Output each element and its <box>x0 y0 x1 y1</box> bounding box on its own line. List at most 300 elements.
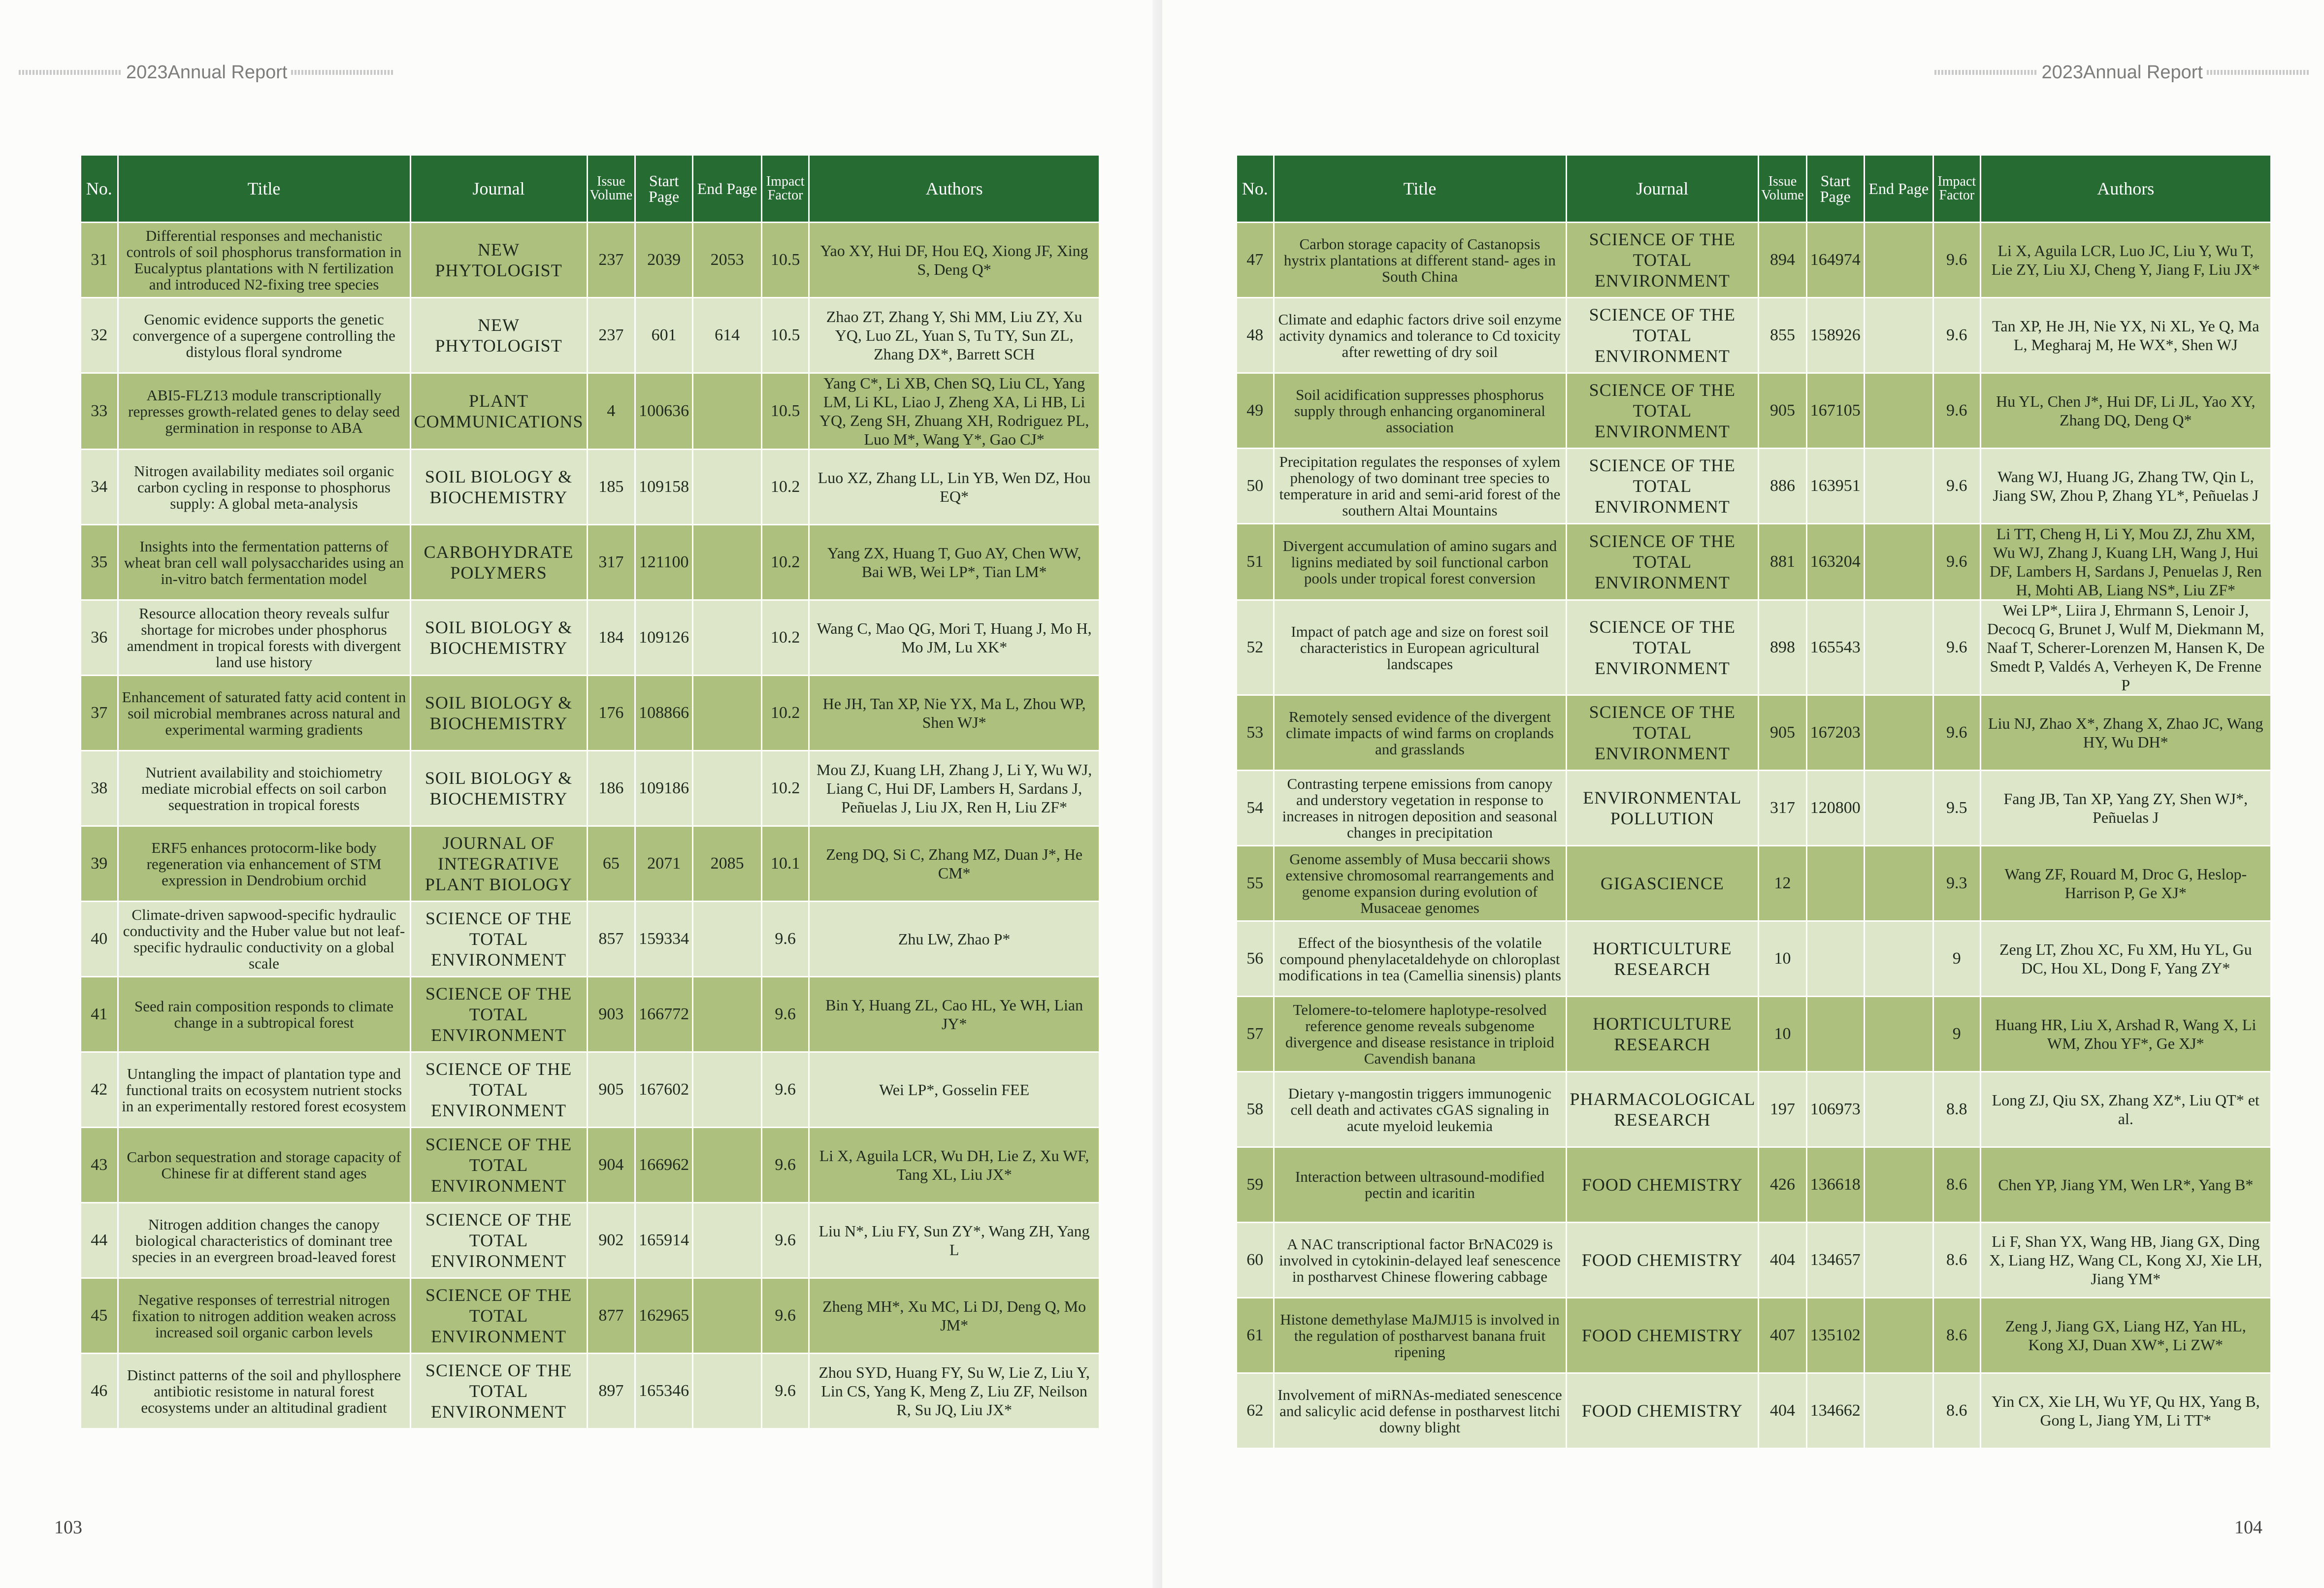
cell-no: 36 <box>81 600 118 676</box>
cell-end-page <box>693 977 762 1052</box>
cell-journal: SCIENCE OF THE TOTAL ENVIRONMENT <box>410 1354 587 1428</box>
cell-impact-factor: 9.6 <box>1933 373 1980 449</box>
cell-end-page <box>1864 997 1933 1072</box>
cell-impact-factor: 8.6 <box>1933 1373 1980 1448</box>
cell-authors: Chen YP, Jiang YM, Wen LR*, Yang B* <box>1980 1147 2271 1223</box>
cell-journal: PLANT COMMUNICATIONS <box>410 373 587 450</box>
cell-impact-factor: 10.1 <box>762 826 809 902</box>
cell-issue: 886 <box>1759 449 1807 524</box>
cell-end-page <box>693 1203 762 1278</box>
cell-impact-factor: 9.6 <box>762 977 809 1052</box>
cell-end-page <box>1864 449 1933 524</box>
cell-journal: SCIENCE OF THE TOTAL ENVIRONMENT <box>410 1128 587 1203</box>
cell-start-page: 120800 <box>1806 771 1864 846</box>
col-header-impact: Impact Factor <box>762 156 809 223</box>
cell-title: Negative responses of terrestrial nitrogen fixation to nitrogen addition weaken across increased soil organic carbon levels <box>118 1278 410 1354</box>
col-header-issue: Issue Volume <box>587 156 635 223</box>
cell-no: 46 <box>81 1354 118 1428</box>
table-row <box>81 1354 1100 1428</box>
table-row <box>1237 921 2271 997</box>
table-body <box>1237 223 2271 1448</box>
table-header-row <box>81 156 1100 223</box>
header-dash-left <box>1934 70 2038 75</box>
cell-journal: SOIL BIOLOGY & BIOCHEMISTRY <box>410 450 587 525</box>
cell-no: 38 <box>81 751 118 826</box>
cell-title: Carbon storage capacity of Castanopsis hystrix plantations at different stand- ages in South China <box>1274 223 1566 298</box>
cell-authors: Wei LP*, Liira J, Ehrmann S, Lenoir J, Decocq G, Brunet J, Wulf M, Diekmann M, Naaf T, Scherer-Lorenzen M, Hansen K, De Smedt P, Valdés A, Verheyen K, De Frenne P <box>1980 600 2271 695</box>
table-row <box>1237 1147 2271 1223</box>
cell-end-page <box>693 676 762 751</box>
cell-no: 47 <box>1237 223 1274 298</box>
cell-authors: Zhou SYD, Huang FY, Su W, Lie Z, Liu Y, Lin CS, Yang K, Meng Z, Liu ZF, Neilson R, Su JQ, Liu JX* <box>809 1354 1100 1428</box>
cell-impact-factor: 9.6 <box>762 1128 809 1203</box>
cell-start-page: 159334 <box>635 902 693 977</box>
cell-title: Insights into the fermentation patterns of wheat bran cell wall polysaccharides using an in-vitro batch fermentation model <box>118 525 410 600</box>
cell-journal: HORTICULTURE RESEARCH <box>1566 921 1759 997</box>
cell-title: Histone demethylase MaJMJ15 is involved in the regulation of postharvest banana fruit ripening <box>1274 1298 1566 1373</box>
cell-no: 42 <box>81 1052 118 1128</box>
cell-authors: Wang WJ, Huang JG, Zhang TW, Qin L, Jiang SW, Zhou P, Zhang YL*, Peñuelas J <box>1980 449 2271 524</box>
cell-issue: 65 <box>587 826 635 902</box>
cell-authors: Li X, Aguila LCR, Luo JC, Liu Y, Wu T, Lie ZY, Liu XJ, Cheng Y, Jiang F, Liu JX* <box>1980 223 2271 298</box>
cell-title: Enhancement of saturated fatty acid content in soil microbial membranes across natural and experimental warming gradients <box>118 676 410 751</box>
col-header-start: Start Page <box>1806 156 1864 223</box>
cell-start-page: 163951 <box>1806 449 1864 524</box>
cell-end-page <box>693 450 762 525</box>
cell-end-page <box>693 600 762 676</box>
cell-no: 32 <box>81 298 118 373</box>
table-row <box>81 1052 1100 1128</box>
cell-end-page <box>693 1052 762 1128</box>
cell-no: 58 <box>1237 1072 1274 1147</box>
cell-authors: Li X, Aguila LCR, Wu DH, Lie Z, Xu WF, Tang XL, Liu JX* <box>809 1128 1100 1203</box>
cell-start-page: 162965 <box>635 1278 693 1354</box>
cell-no: 35 <box>81 525 118 600</box>
cell-journal: SOIL BIOLOGY & BIOCHEMISTRY <box>410 676 587 751</box>
report-title: 2023Annual Report <box>126 62 288 83</box>
report-header <box>1931 60 2314 85</box>
cell-journal: FOOD CHEMISTRY <box>1566 1223 1759 1298</box>
cell-start-page: 109158 <box>635 450 693 525</box>
cell-issue: 855 <box>1759 298 1807 373</box>
cell-journal: SCIENCE OF THE TOTAL ENVIRONMENT <box>1566 223 1759 298</box>
cell-issue: 904 <box>587 1128 635 1203</box>
cell-issue: 176 <box>587 676 635 751</box>
cell-authors: Bin Y, Huang ZL, Cao HL, Ye WH, Lian JY* <box>809 977 1100 1052</box>
cell-end-page <box>693 373 762 450</box>
cell-journal: FOOD CHEMISTRY <box>1566 1298 1759 1373</box>
table-row <box>1237 771 2271 846</box>
cell-no: 52 <box>1237 600 1274 695</box>
cell-journal: NEW PHYTOLOGIST <box>410 298 587 373</box>
cell-end-page <box>1864 298 1933 373</box>
cell-title: ERF5 enhances protocorm-like body regeneration via enhancement of STM expression in Dendrobium orchid <box>118 826 410 902</box>
cell-title: Differential responses and mechanistic controls of soil phosphorus transformation in Eucalyptus plantations with N fertilization and introduced N2-fixing tree species <box>118 223 410 298</box>
cell-journal: NEW PHYTOLOGIST <box>410 223 587 298</box>
col-header-journal: Journal <box>410 156 587 223</box>
cell-issue: 184 <box>587 600 635 676</box>
cell-issue: 185 <box>587 450 635 525</box>
col-header-title: Title <box>118 156 410 223</box>
cell-authors: Mou ZJ, Kuang LH, Zhang J, Li Y, Wu WJ, Liang C, Hui DF, Lambers H, Sardans J, Peñuelas J, Liu JX, Ren H, Liu ZF* <box>809 751 1100 826</box>
cell-impact-factor: 9.6 <box>1933 223 1980 298</box>
table-row <box>1237 524 2271 600</box>
cell-issue: 905 <box>587 1052 635 1128</box>
col-header-impact: Impact Factor <box>1933 156 1980 223</box>
cell-start-page: 109126 <box>635 600 693 676</box>
cell-journal: SCIENCE OF THE TOTAL ENVIRONMENT <box>1566 449 1759 524</box>
cell-authors: Li TT, Cheng H, Li Y, Mou ZJ, Zhu XM, Wu WJ, Zhang J, Kuang LH, Wang J, Hui DF, Lambers H, Sardans J, Penuelas J, Ren H, Mohti AB, Liang NS*, Liu ZF* <box>1980 524 2271 600</box>
cell-start-page: 158926 <box>1806 298 1864 373</box>
cell-no: 61 <box>1237 1298 1274 1373</box>
cell-title: Interaction between ultrasound-modified pectin and icaritin <box>1274 1147 1566 1223</box>
cell-no: 33 <box>81 373 118 450</box>
cell-issue: 197 <box>1759 1072 1807 1147</box>
cell-no: 45 <box>81 1278 118 1354</box>
cell-impact-factor: 8.6 <box>1933 1298 1980 1373</box>
cell-impact-factor: 8.6 <box>1933 1147 1980 1223</box>
cell-journal: ENVIRONMENTAL POLLUTION <box>1566 771 1759 846</box>
cell-no: 34 <box>81 450 118 525</box>
cell-journal: SCIENCE OF THE TOTAL ENVIRONMENT <box>1566 373 1759 449</box>
table-row <box>81 1203 1100 1278</box>
cell-start-page: 165914 <box>635 1203 693 1278</box>
cell-title: ABI5-FLZ13 module transcriptionally represses growth-related genes to delay seed germination in response to ABA <box>118 373 410 450</box>
cell-title: Telomere-to-telomere haplotype-resolved reference genome reveals subgenome divergence and disease resistance in triploid Cavendish banana <box>1274 997 1566 1072</box>
cell-end-page <box>1864 846 1933 921</box>
cell-start-page: 164974 <box>1806 223 1864 298</box>
table-row <box>81 450 1100 525</box>
cell-journal: CARBOHYDRATE POLYMERS <box>410 525 587 600</box>
cell-no: 43 <box>81 1128 118 1203</box>
cell-no: 60 <box>1237 1223 1274 1298</box>
cell-issue: 905 <box>1759 373 1807 449</box>
cell-authors: Li F, Shan YX, Wang HB, Jiang GX, Ding X, Liang HZ, Wang CL, Kong XJ, Xie LH, Jiang YM* <box>1980 1223 2271 1298</box>
cell-title: Carbon sequestration and storage capacity of Chinese fir at different stand ages <box>118 1128 410 1203</box>
cell-impact-factor: 10.5 <box>762 298 809 373</box>
cell-title: Resource allocation theory reveals sulfur shortage for microbes under phosphorus amendment in tropical forests with divergent land use history <box>118 600 410 676</box>
header-dash-right <box>291 70 394 75</box>
cell-impact-factor: 9.6 <box>1933 524 1980 600</box>
cell-authors: Zeng J, Jiang GX, Liang HZ, Yan HL, Kong XJ, Duan XW*, Li ZW* <box>1980 1298 2271 1373</box>
cell-issue: 898 <box>1759 600 1807 695</box>
cell-journal: SOIL BIOLOGY & BIOCHEMISTRY <box>410 600 587 676</box>
cell-end-page <box>1864 1373 1933 1448</box>
col-header-no: No. <box>81 156 118 223</box>
cell-title: Effect of the biosynthesis of the volatile compound phenylacetaldehyde on chloroplast modifications in tea (Camellia sinensis) plants <box>1274 921 1566 997</box>
cell-journal: SCIENCE OF THE TOTAL ENVIRONMENT <box>410 902 587 977</box>
table-row <box>1237 449 2271 524</box>
cell-no: 57 <box>1237 997 1274 1072</box>
cell-end-page <box>1864 600 1933 695</box>
cell-end-page: 2053 <box>693 223 762 298</box>
cell-journal: SOIL BIOLOGY & BIOCHEMISTRY <box>410 751 587 826</box>
cell-start-page: 167602 <box>635 1052 693 1128</box>
cell-authors: Liu N*, Liu FY, Sun ZY*, Wang ZH, Yang L <box>809 1203 1100 1278</box>
cell-title: Distinct patterns of the soil and phyllosphere antibiotic resistome in natural forest ecosystems under an altitudinal gradient <box>118 1354 410 1428</box>
table-row <box>1237 695 2271 771</box>
cell-impact-factor: 10.2 <box>762 450 809 525</box>
table-row <box>81 223 1100 298</box>
cell-impact-factor: 10.5 <box>762 373 809 450</box>
cell-title: Climate and edaphic factors drive soil enzyme activity dynamics and tolerance to Cd toxicity after rewetting of dry soil <box>1274 298 1566 373</box>
cell-start-page: 134657 <box>1806 1223 1864 1298</box>
cell-start-page: 106973 <box>1806 1072 1864 1147</box>
cell-authors: Zhao ZT, Zhang Y, Shi MM, Liu ZY, Xu YQ, Luo ZL, Yuan S, Tu TY, Sun ZL, Zhang DX*, Barrett SCH <box>809 298 1100 373</box>
cell-authors: Yang ZX, Huang T, Guo AY, Chen WW, Bai WB, Wei LP*, Tian LM* <box>809 525 1100 600</box>
cell-start-page: 2039 <box>635 223 693 298</box>
cell-issue: 877 <box>587 1278 635 1354</box>
table-row <box>81 298 1100 373</box>
table-row <box>1237 846 2271 921</box>
cell-start-page: 109186 <box>635 751 693 826</box>
cell-no: 44 <box>81 1203 118 1278</box>
cell-authors: Yang C*, Li XB, Chen SQ, Liu CL, Yang LM, Li KL, Liao J, Zheng XA, Li HB, Li YQ, Zeng SH, Zhuang XH, Rodriguez PL, Luo M*, Wang Y*, Gao CJ* <box>809 373 1100 450</box>
cell-title: Untangling the impact of plantation type and functional traits on ecosystem nutrient stocks in an experimentally restored forest ecosystem <box>118 1052 410 1128</box>
cell-journal: SCIENCE OF THE TOTAL ENVIRONMENT <box>1566 298 1759 373</box>
cell-title: Dietary γ-mangostin triggers immunogenic cell death and activates cGAS signaling in acute myeloid leukemia <box>1274 1072 1566 1147</box>
cell-start-page: 121100 <box>635 525 693 600</box>
cell-end-page <box>1864 373 1933 449</box>
cell-title: Involvement of miRNAs-mediated senescence and salicylic acid defense in postharvest litchi downy blight <box>1274 1373 1566 1448</box>
report-header <box>15 60 398 85</box>
cell-end-page <box>693 1128 762 1203</box>
cell-no: 41 <box>81 977 118 1052</box>
table-row <box>81 902 1100 977</box>
cell-journal: SCIENCE OF THE TOTAL ENVIRONMENT <box>410 977 587 1052</box>
cell-start-page: 134662 <box>1806 1373 1864 1448</box>
cell-impact-factor: 10.2 <box>762 676 809 751</box>
cell-end-page <box>693 751 762 826</box>
col-header-start: Start Page <box>635 156 693 223</box>
col-header-end: End Page <box>1864 156 1933 223</box>
cell-end-page <box>1864 223 1933 298</box>
cell-issue: 10 <box>1759 997 1807 1072</box>
cell-authors: Yin CX, Xie LH, Wu YF, Qu HX, Yang B, Gong L, Jiang YM, Li TT* <box>1980 1373 2271 1448</box>
cell-title: Nitrogen availability mediates soil organic carbon cycling in response to phosphorus supply: A global meta-analysis <box>118 450 410 525</box>
cell-authors: Huang HR, Liu X, Arshad R, Wang X, Li WM, Zhou YF*, Ge XJ* <box>1980 997 2271 1072</box>
col-header-end: End Page <box>693 156 762 223</box>
table-row <box>81 1278 1100 1354</box>
cell-impact-factor: 9.6 <box>762 1203 809 1278</box>
cell-title: A NAC transcriptional factor BrNAC029 is involved in cytokinin-delayed leaf senescence in postharvest Chinese flowering cabbage <box>1274 1223 1566 1298</box>
cell-start-page: 166962 <box>635 1128 693 1203</box>
header-dash-right <box>2207 70 2310 75</box>
col-header-authors: Authors <box>1980 156 2271 223</box>
cell-no: 39 <box>81 826 118 902</box>
cell-impact-factor: 10.5 <box>762 223 809 298</box>
cell-title: Climate-driven sapwood-specific hydraulic conductivity and the Huber value but not leaf-specific hydraulic conductivity on a global scale <box>118 902 410 977</box>
col-header-issue: Issue Volume <box>1759 156 1807 223</box>
cell-issue: 857 <box>587 902 635 977</box>
table-row <box>1237 600 2271 695</box>
cell-journal: HORTICULTURE RESEARCH <box>1566 997 1759 1072</box>
left-page <box>0 0 1152 1588</box>
cell-end-page: 2085 <box>693 826 762 902</box>
table-row <box>81 977 1100 1052</box>
cell-no: 56 <box>1237 921 1274 997</box>
cell-issue: 4 <box>587 373 635 450</box>
cell-end-page: 614 <box>693 298 762 373</box>
cell-authors: Wang ZF, Rouard M, Droc G, Heslop-Harrison P, Ge XJ* <box>1980 846 2271 921</box>
cell-end-page <box>1864 1223 1933 1298</box>
table-row <box>1237 1223 2271 1298</box>
cell-impact-factor: 10.2 <box>762 600 809 676</box>
cell-journal: SCIENCE OF THE TOTAL ENVIRONMENT <box>1566 695 1759 771</box>
cell-journal: GIGASCIENCE <box>1566 846 1759 921</box>
cell-start-page: 601 <box>635 298 693 373</box>
cell-issue: 903 <box>587 977 635 1052</box>
table-row <box>1237 223 2271 298</box>
cell-end-page <box>1864 921 1933 997</box>
publication-table <box>81 156 1100 1428</box>
cell-end-page <box>1864 771 1933 846</box>
header-dash-left <box>19 70 122 75</box>
cell-issue: 237 <box>587 223 635 298</box>
cell-impact-factor: 9.6 <box>762 902 809 977</box>
col-header-authors: Authors <box>809 156 1100 223</box>
cell-issue: 317 <box>1759 771 1807 846</box>
cell-authors: Fang JB, Tan XP, Yang ZY, Shen WJ*, Peñuelas J <box>1980 771 2271 846</box>
cell-start-page: 2071 <box>635 826 693 902</box>
table-row <box>81 826 1100 902</box>
cell-title: Genomic evidence supports the genetic convergence of a supergene controlling the distylous floral syndrome <box>118 298 410 373</box>
cell-journal: SCIENCE OF THE TOTAL ENVIRONMENT <box>410 1278 587 1354</box>
cell-journal: SCIENCE OF THE TOTAL ENVIRONMENT <box>1566 600 1759 695</box>
cell-authors: Tan XP, He JH, Nie YX, Ni XL, Ye Q, Ma L, Megharaj M, He WX*, Shen WJ <box>1980 298 2271 373</box>
col-header-title: Title <box>1274 156 1566 223</box>
cell-title: Divergent accumulation of amino sugars and lignins mediated by soil functional carbon pools under tropical forest conversion <box>1274 524 1566 600</box>
cell-journal: PHARMACOLOGICAL RESEARCH <box>1566 1072 1759 1147</box>
cell-issue: 317 <box>587 525 635 600</box>
cell-start-page <box>1806 997 1864 1072</box>
cell-issue: 905 <box>1759 695 1807 771</box>
cell-no: 49 <box>1237 373 1274 449</box>
cell-end-page <box>693 1354 762 1428</box>
table-row <box>1237 1373 2271 1448</box>
cell-title: Soil acidification suppresses phosphorus supply through enhancing organomineral association <box>1274 373 1566 449</box>
cell-issue: 881 <box>1759 524 1807 600</box>
table-row <box>1237 997 2271 1072</box>
cell-impact-factor: 9.6 <box>1933 600 1980 695</box>
cell-title: Nitrogen addition changes the canopy biological characteristics of dominant tree species in an evergreen broad-leaved forest <box>118 1203 410 1278</box>
cell-impact-factor: 9.3 <box>1933 846 1980 921</box>
cell-issue: 902 <box>587 1203 635 1278</box>
cell-authors: Zeng LT, Zhou XC, Fu XM, Hu YL, Gu DC, Hou XL, Dong F, Yang ZY* <box>1980 921 2271 997</box>
cell-impact-factor: 10.2 <box>762 525 809 600</box>
cell-impact-factor: 8.6 <box>1933 1223 1980 1298</box>
cell-no: 55 <box>1237 846 1274 921</box>
cell-authors: Wang C, Mao QG, Mori T, Huang J, Mo H, Mo JM, Lu XK* <box>809 600 1100 676</box>
cell-title: Contrasting terpene emissions from canopy and understory vegetation in response to increases in nitrogen deposition and seasonal changes in precipitation <box>1274 771 1566 846</box>
cell-start-page <box>1806 846 1864 921</box>
cell-end-page <box>693 902 762 977</box>
cell-authors: Luo XZ, Zhang LL, Lin YB, Wen DZ, Hou EQ* <box>809 450 1100 525</box>
cell-start-page: 165346 <box>635 1354 693 1428</box>
table-row <box>81 373 1100 450</box>
table-row <box>1237 1072 2271 1147</box>
cell-issue: 186 <box>587 751 635 826</box>
cell-impact-factor: 9.6 <box>762 1052 809 1128</box>
cell-end-page <box>1864 1072 1933 1147</box>
table-row <box>81 525 1100 600</box>
table-header-row <box>1237 156 2271 223</box>
cell-title: Genome assembly of Musa beccarii shows extensive chromosomal rearrangements and genome expansion during evolution of Musaceae genomes <box>1274 846 1566 921</box>
page-number: 104 <box>2234 1517 2262 1538</box>
report-title: 2023Annual Report <box>2041 62 2203 83</box>
cell-title: Impact of patch age and size on forest soil characteristics in European agricultural landscapes <box>1274 600 1566 695</box>
cell-impact-factor: 9.6 <box>762 1354 809 1428</box>
cell-issue: 426 <box>1759 1147 1807 1223</box>
cell-journal: SCIENCE OF THE TOTAL ENVIRONMENT <box>410 1203 587 1278</box>
cell-start-page: 167203 <box>1806 695 1864 771</box>
cell-end-page <box>1864 695 1933 771</box>
cell-authors: Wei LP*, Gosselin FEE <box>809 1052 1100 1128</box>
cell-authors: Zheng MH*, Xu MC, Li DJ, Deng Q, Mo JM* <box>809 1278 1100 1354</box>
cell-issue: 407 <box>1759 1298 1807 1373</box>
cell-start-page: 163204 <box>1806 524 1864 600</box>
col-header-journal: Journal <box>1566 156 1759 223</box>
cell-impact-factor: 9.5 <box>1933 771 1980 846</box>
cell-no: 51 <box>1237 524 1274 600</box>
table-row <box>81 1128 1100 1203</box>
cell-no: 53 <box>1237 695 1274 771</box>
cell-authors: Liu NJ, Zhao X*, Zhang X, Zhao JC, Wang HY, Wu DH* <box>1980 695 2271 771</box>
cell-start-page: 100636 <box>635 373 693 450</box>
cell-impact-factor: 9.6 <box>762 1278 809 1354</box>
cell-end-page <box>693 1278 762 1354</box>
cell-impact-factor: 9 <box>1933 921 1980 997</box>
table-row <box>81 600 1100 676</box>
cell-issue: 10 <box>1759 921 1807 997</box>
right-page <box>1162 0 2324 1588</box>
cell-no: 54 <box>1237 771 1274 846</box>
cell-impact-factor: 9.6 <box>1933 695 1980 771</box>
cell-issue: 404 <box>1759 1223 1807 1298</box>
cell-start-page: 108866 <box>635 676 693 751</box>
cell-no: 59 <box>1237 1147 1274 1223</box>
col-header-no: No. <box>1237 156 1274 223</box>
cell-authors: Yao XY, Hui DF, Hou EQ, Xiong JF, Xing S, Deng Q* <box>809 223 1100 298</box>
table-row <box>1237 373 2271 449</box>
cell-authors: Zeng DQ, Si C, Zhang MZ, Duan J*, He CM* <box>809 826 1100 902</box>
cell-issue: 404 <box>1759 1373 1807 1448</box>
cell-issue: 894 <box>1759 223 1807 298</box>
table-body <box>81 223 1100 1428</box>
cell-title: Seed rain composition responds to climate change in a subtropical forest <box>118 977 410 1052</box>
cell-impact-factor: 9 <box>1933 997 1980 1072</box>
cell-no: 62 <box>1237 1373 1274 1448</box>
cell-start-page <box>1806 921 1864 997</box>
cell-title: Precipitation regulates the responses of xylem phenology of two dominant tree species to temperature in arid and semi-arid forest of the southern Altai Mountains <box>1274 449 1566 524</box>
cell-impact-factor: 9.6 <box>1933 298 1980 373</box>
cell-start-page: 136618 <box>1806 1147 1864 1223</box>
cell-start-page: 166772 <box>635 977 693 1052</box>
table-row <box>81 751 1100 826</box>
cell-impact-factor: 8.8 <box>1933 1072 1980 1147</box>
publication-table <box>1237 156 2272 1448</box>
cell-start-page: 167105 <box>1806 373 1864 449</box>
cell-end-page <box>693 525 762 600</box>
cell-issue: 237 <box>587 298 635 373</box>
cell-start-page: 165543 <box>1806 600 1864 695</box>
cell-authors: He JH, Tan XP, Nie YX, Ma L, Zhou WP, Shen WJ* <box>809 676 1100 751</box>
table-row <box>1237 298 2271 373</box>
cell-no: 48 <box>1237 298 1274 373</box>
cell-journal: FOOD CHEMISTRY <box>1566 1147 1759 1223</box>
cell-no: 50 <box>1237 449 1274 524</box>
cell-no: 37 <box>81 676 118 751</box>
